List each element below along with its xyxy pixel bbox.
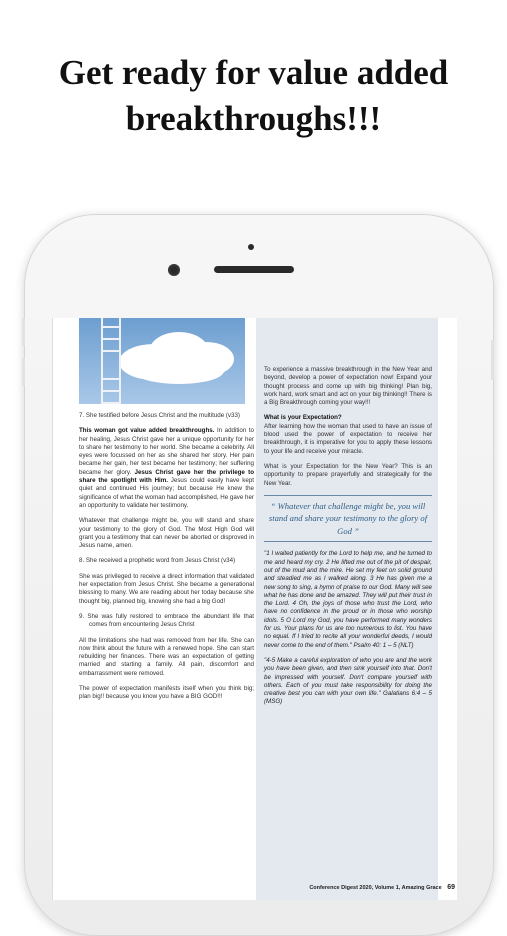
footer-text: Conference Digest 2020, Volume 1, Amazing Grace	[309, 885, 442, 891]
left-column	[79, 318, 254, 709]
pull-quote: “ Whatever that challenge might be, you will stand and share your testimony to the glory of God ”	[264, 495, 432, 543]
front-camera-icon	[168, 264, 180, 276]
item-8-body: She was privileged to receive a direct information that validated her expectation from Jesus Christ. She became a generational blessing to many. We are reading about her today because she thought big, planned big, knowing she had a big God!	[79, 572, 254, 605]
new-year-paragraph: What is your Expectation for the New Year? This is an opportunity to prepare prayerfully and strategically for the New Year.	[264, 462, 432, 487]
expectation-paragraph: After learning how the woman that used to have an issue of blood used the power of expectation to receive her breakthrough, it is imperative for you to apply these lessons to your life and receive your miracle.	[264, 422, 432, 455]
section-heading: What is your Expectation?	[264, 414, 342, 422]
ladder-cloud-image	[79, 318, 245, 404]
testimony-paragraph: Whatever that challenge might be, you will stand and share your testimony to the glory of God. The Most High God will grant you a testimony that can never be aborted or disproved in Jesus name, amen.	[79, 517, 254, 550]
item-8-title: 8. She received a prophetic word from Jesus Christ (v34)	[79, 557, 236, 565]
galatians-quote: "4-5 Make a careful exploration of who you are and the work you have been given, and then sink yourself into that. Don't be impressed with yourself. Don't compare yourself with others. Each of you must take responsibility for doing the creative best you can with your own life." Galatians 6:4 – 5 (MSG)	[264, 656, 432, 706]
volume-button	[22, 318, 25, 346]
earpiece-speaker	[214, 266, 294, 273]
item-7-title: 7. She testified before Jesus Christ and the multitude (v33)	[79, 412, 240, 419]
item-9-body: All the limitations she had was removed from her life. She can now think about the future with a renewed hope. She can start rebuilding her finances. There was an expectation of getting married and starting a family. All pain, discomfort and embarrassment were removed.	[79, 636, 254, 677]
psalm-quote: "1 I waited patiently for the Lord to help me, and he turned to me and heard my cry. 2 He lifted me out of the pit of despair, out of the mud and the mire. He set my feet on solid ground and steadied me as I walked along. 3 He has given me a new song to sing, a hymn of praise to our God. Many will see what he has done and be amazed. They will put their trust in the Lord. 4 Oh, the joys of those who trust the Lord, who have no confidence in the proud or in those who worship idols. 5 O Lord my God, you have performed many wonders for us. Your plans for us are too numerous to list. You have no equal. If I tried to recite all your wonderful deeds, I would never come to the end of them." Psalm 40: 1 – 5 (NLT)	[264, 550, 432, 649]
sensor-dot	[248, 244, 254, 250]
item-9-title: 9. She was fully restored to embrace the abundant life that comes from encountering Jesus Christ	[79, 612, 254, 629]
closing-paragraph: The power of expectation manifests itself when you think big; plan big!! because you know you have a BIG GOD!!!	[79, 685, 254, 701]
page-number: 69	[447, 884, 455, 891]
volume-button	[22, 358, 25, 386]
headline	[0, 50, 507, 142]
power-button	[491, 340, 494, 380]
headline-line-1: Get ready for value added	[58, 53, 449, 92]
right-column	[256, 318, 438, 900]
magazine-page[interactable]	[52, 318, 457, 900]
page-footer	[285, 884, 455, 891]
headline-line-2: breakthroughs!!!	[125, 99, 382, 138]
item-7-body: This woman got value added breakthroughs. In addition to her healing, Jesus Christ gave her a unique opportunity for her to share her testimony to her world. She became a celebrity. All eyes were focussed on her as she shared her story. Her pain became her gain, her test became her testimony; her suffering became her glory. Jesus Christ gave her the privilege to share the spotlight with Him. Jesus could easily have kept quiet and continued His journey; but because He knew the significance of what the woman had accomplished, He gave her an opportunity to validate her testimony.	[79, 427, 254, 509]
intro-paragraph: To experience a massive breakthrough in the New Year and beyond, develop a power of expectation now! Expand your thought process and come up with big thinking! Plan big, work hard, work smart and act on your big thinking!! There is a Big Breakthrough coming your way!!!	[264, 366, 432, 407]
